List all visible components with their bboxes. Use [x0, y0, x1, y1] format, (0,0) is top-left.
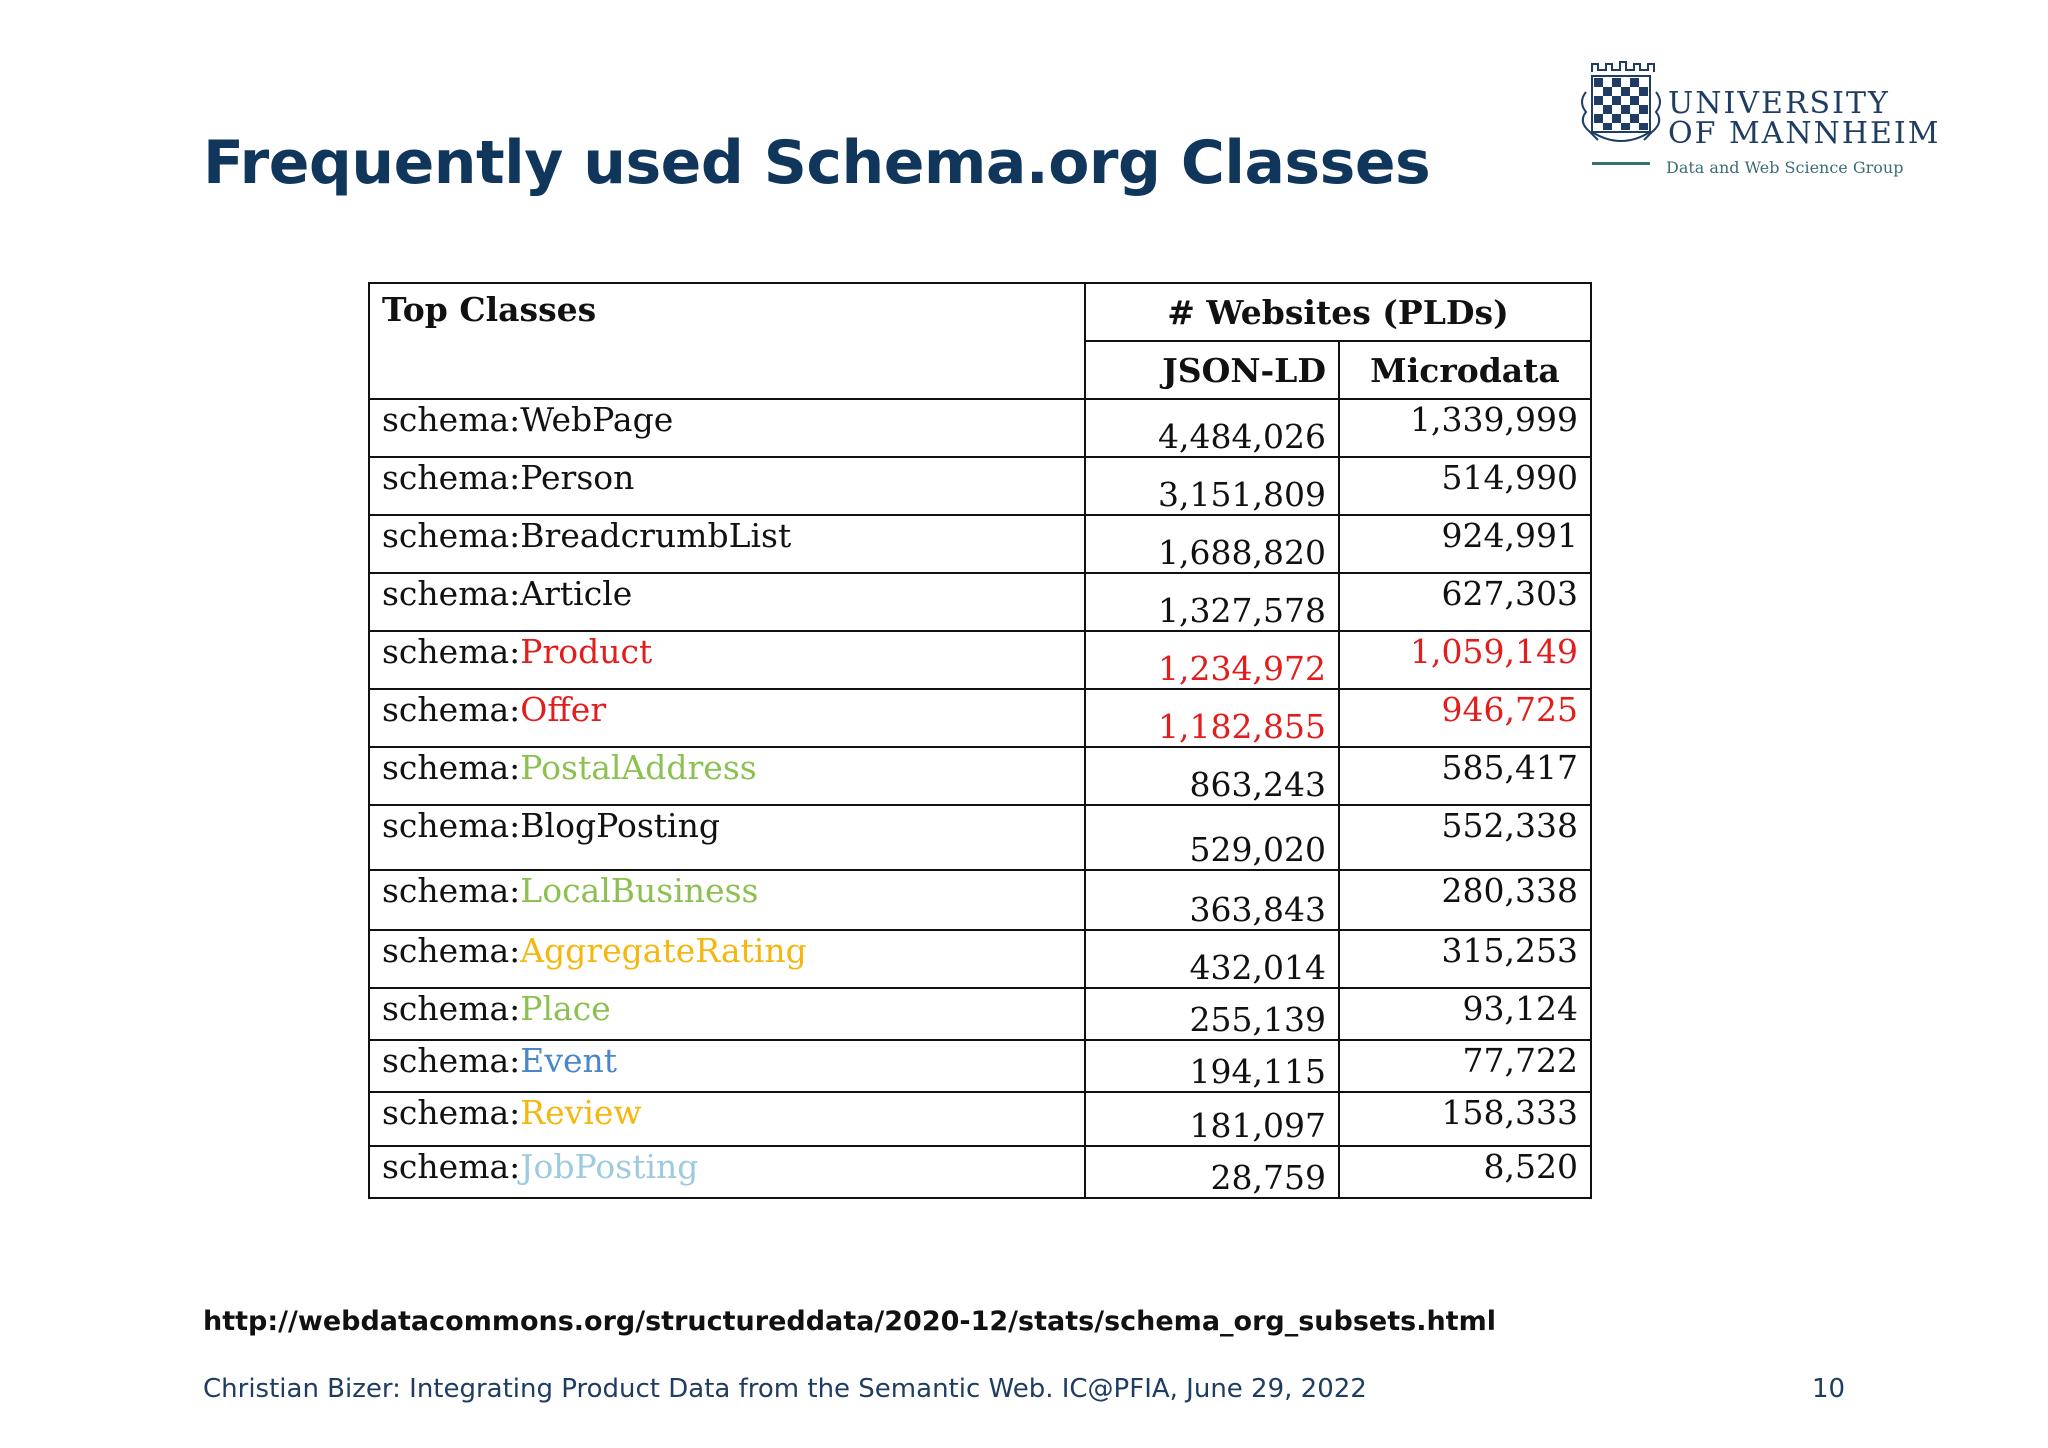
class-cell: [369, 631, 1085, 689]
jsonld-cell: 28,759: [1085, 1146, 1339, 1198]
jsonld-cell: 1,327,578: [1085, 573, 1339, 631]
jsonld-cell: 863,243: [1085, 747, 1339, 805]
class-name: PostalAddress: [520, 748, 757, 787]
class-name: Article: [520, 574, 633, 613]
class-prefix: schema:: [382, 574, 521, 613]
microdata-cell: 8,520: [1339, 1146, 1591, 1198]
jsonld-cell: 1,234,972: [1085, 631, 1339, 689]
jsonld-cell: 432,014: [1085, 930, 1339, 988]
class-cell: [369, 457, 1085, 515]
schema-classes-table: [368, 282, 1592, 1199]
class-cell: [369, 689, 1085, 747]
table-row: [369, 747, 1591, 805]
class-prefix: schema:: [382, 1041, 521, 1080]
class-prefix: schema:: [382, 516, 521, 555]
microdata-cell: 946,725: [1339, 689, 1591, 747]
microdata-cell: 552,338: [1339, 805, 1591, 870]
class-cell: [369, 747, 1085, 805]
microdata-cell: 93,124: [1339, 988, 1591, 1040]
class-name: BreadcrumbList: [520, 516, 792, 555]
header-websites: # Websites (PLDs): [1085, 283, 1591, 341]
table-row: [369, 1146, 1591, 1198]
microdata-cell: 1,059,149: [1339, 631, 1591, 689]
class-prefix: schema:: [382, 931, 521, 970]
table-row: [369, 1040, 1591, 1092]
jsonld-cell: 4,484,026: [1085, 399, 1339, 457]
microdata-cell: 924,991: [1339, 515, 1591, 573]
header-microdata: Microdata: [1339, 341, 1591, 399]
table-row: [369, 1092, 1591, 1146]
class-name: AggregateRating: [520, 931, 807, 970]
class-cell: [369, 1146, 1085, 1198]
jsonld-cell: 1,688,820: [1085, 515, 1339, 573]
class-name: Offer: [520, 690, 607, 729]
table-row: [369, 631, 1591, 689]
class-cell: [369, 988, 1085, 1040]
table-row: [369, 870, 1591, 930]
logo-line-1: UNIVERSITY: [1668, 86, 1890, 121]
class-prefix: schema:: [382, 989, 521, 1028]
microdata-cell: 315,253: [1339, 930, 1591, 988]
logo-divider: [1592, 162, 1650, 165]
class-cell: [369, 1040, 1085, 1092]
header-top-classes: Top Classes: [369, 283, 1085, 399]
table-row: [369, 805, 1591, 870]
jsonld-cell: 181,097: [1085, 1092, 1339, 1146]
class-name: WebPage: [520, 400, 674, 439]
class-prefix: schema:: [382, 748, 521, 787]
microdata-cell: 514,990: [1339, 457, 1591, 515]
class-name: Place: [520, 989, 611, 1028]
jsonld-cell: 3,151,809: [1085, 457, 1339, 515]
class-prefix: schema:: [382, 458, 521, 497]
logo-line-2: OF MANNHEIM: [1668, 116, 1941, 151]
class-cell: [369, 399, 1085, 457]
microdata-cell: 280,338: [1339, 870, 1591, 930]
class-prefix: schema:: [382, 806, 521, 845]
university-logo: [1578, 58, 1958, 188]
microdata-cell: 77,722: [1339, 1040, 1591, 1092]
microdata-cell: 585,417: [1339, 747, 1591, 805]
table-row: [369, 988, 1591, 1040]
class-name: JobPosting: [520, 1147, 699, 1186]
microdata-cell: 1,339,999: [1339, 399, 1591, 457]
table-row: [369, 930, 1591, 988]
class-prefix: schema:: [382, 690, 521, 729]
slide-title: Frequently used Schema.org Classes: [203, 128, 1431, 198]
class-name: LocalBusiness: [520, 871, 759, 910]
microdata-cell: 158,333: [1339, 1092, 1591, 1146]
class-name: Person: [520, 458, 635, 497]
microdata-cell: 627,303: [1339, 573, 1591, 631]
header-jsonld: JSON-LD: [1085, 341, 1339, 399]
table-row: [369, 689, 1591, 747]
class-prefix: schema:: [382, 632, 521, 671]
class-cell: [369, 930, 1085, 988]
shield-icon: [1578, 58, 1664, 158]
class-cell: [369, 515, 1085, 573]
class-cell: [369, 573, 1085, 631]
table-row: [369, 457, 1591, 515]
class-cell: [369, 805, 1085, 870]
class-prefix: schema:: [382, 871, 521, 910]
class-name: BlogPosting: [520, 806, 720, 845]
class-cell: [369, 1092, 1085, 1146]
class-name: Event: [520, 1041, 618, 1080]
class-name: Review: [520, 1093, 642, 1132]
jsonld-cell: 194,115: [1085, 1040, 1339, 1092]
jsonld-cell: 363,843: [1085, 870, 1339, 930]
jsonld-cell: 529,020: [1085, 805, 1339, 870]
table-body: [369, 399, 1591, 1198]
table-row: [369, 573, 1591, 631]
jsonld-cell: 255,139: [1085, 988, 1339, 1040]
class-name: Product: [520, 632, 653, 671]
jsonld-cell: 1,182,855: [1085, 689, 1339, 747]
table-row: [369, 399, 1591, 457]
class-prefix: schema:: [382, 400, 521, 439]
logo-subtitle: Data and Web Science Group: [1666, 158, 1904, 177]
class-prefix: schema:: [382, 1093, 521, 1132]
source-url[interactable]: http://webdatacommons.org/structureddata/2020-12/stats/schema_org_subsets.html: [203, 1306, 1496, 1337]
table-row: [369, 515, 1591, 573]
class-prefix: schema:: [382, 1147, 521, 1186]
page-number: 10: [1812, 1374, 1846, 1404]
class-cell: [369, 870, 1085, 930]
slide-footer: Christian Bizer: Integrating Product Data from the Semantic Web. IC@PFIA, June 29, 2022: [203, 1374, 1367, 1404]
